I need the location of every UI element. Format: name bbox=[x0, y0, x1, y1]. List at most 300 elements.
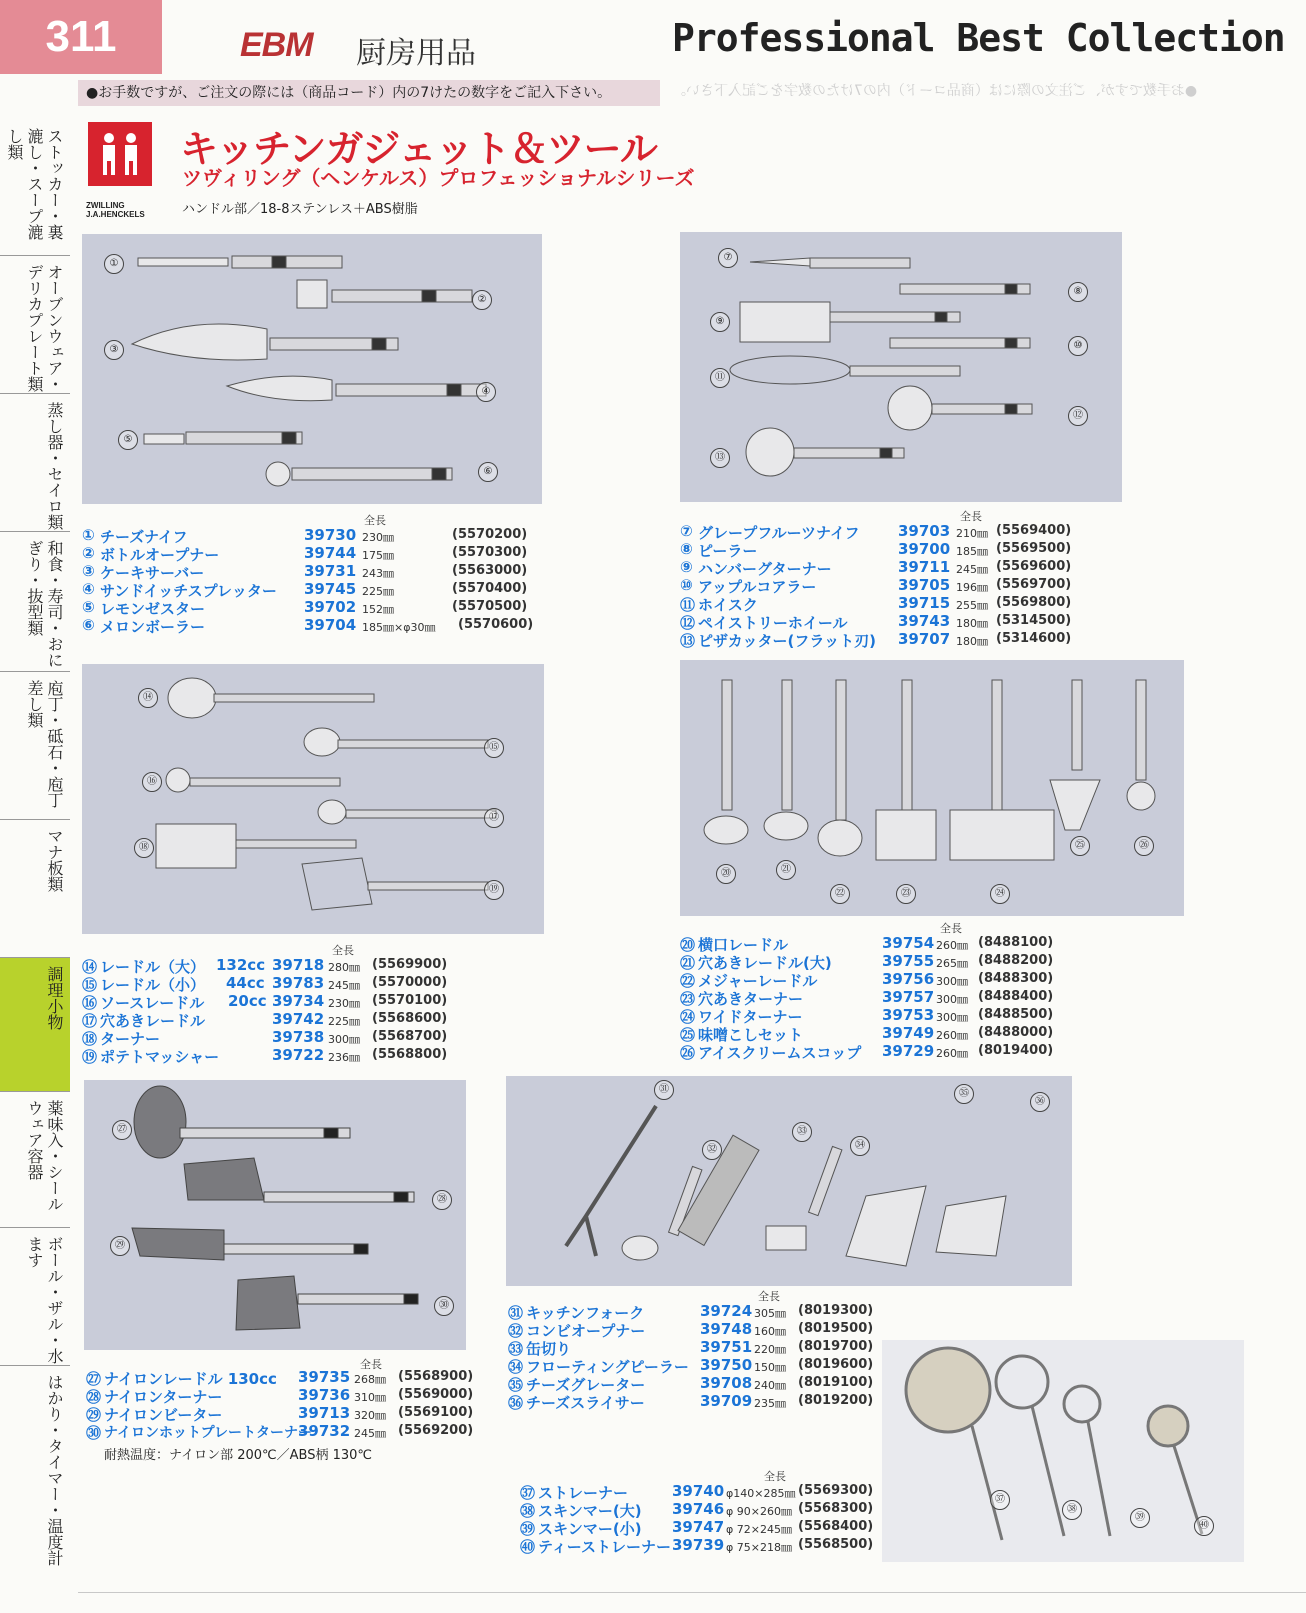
product-length: 196㎜ bbox=[956, 581, 988, 594]
product-code: (8019200) bbox=[798, 1393, 874, 1408]
product-name: ソースレードル bbox=[100, 994, 205, 1012]
product-name: 横口レードル bbox=[698, 936, 789, 954]
product-length: 225㎜ bbox=[328, 1015, 360, 1028]
footer-rule bbox=[78, 1592, 1306, 1593]
sidebar-tab-label: ストッカー・裏漉し・スープ漉し類 bbox=[5, 128, 64, 240]
product-row bbox=[680, 934, 1100, 952]
model-number: 39750 bbox=[700, 1356, 753, 1374]
product-row bbox=[680, 612, 1100, 630]
product-code: (5569200) bbox=[398, 1423, 474, 1438]
item-marker: ㉑ bbox=[776, 860, 796, 880]
item-marker: ⑳ bbox=[716, 864, 736, 884]
product-name: ⑳ bbox=[680, 936, 696, 954]
length-header: 全長 bbox=[364, 514, 386, 527]
product-length: 225㎜ bbox=[362, 585, 394, 598]
product-length: 220㎜ bbox=[754, 1343, 786, 1356]
sidebar-tab-scales[interactable] bbox=[0, 1366, 70, 1578]
page-number: 311 bbox=[0, 0, 162, 74]
length-header: 全長 bbox=[940, 922, 962, 935]
product-code: (5569100) bbox=[398, 1405, 474, 1420]
item-marker: ③ bbox=[104, 340, 124, 360]
product-code: (5569400) bbox=[996, 523, 1072, 538]
product-code: (8019400) bbox=[978, 1043, 1054, 1058]
product-length: 245㎜ bbox=[354, 1427, 386, 1440]
model-number: 39783 bbox=[272, 974, 325, 992]
product-code: (5569800) bbox=[996, 595, 1072, 610]
product-length: 185㎜ bbox=[956, 545, 988, 558]
product-row bbox=[82, 544, 542, 562]
product-name: ⑲ bbox=[82, 1048, 98, 1066]
model-number: 39744 bbox=[304, 544, 357, 562]
product-name: ③ bbox=[82, 562, 95, 580]
product-photo-7 bbox=[882, 1340, 1244, 1562]
product-row bbox=[680, 988, 1100, 1006]
item-marker: ⑬ bbox=[710, 448, 730, 468]
product-row bbox=[680, 522, 1100, 540]
product-name: ナイロンターナー bbox=[104, 1388, 223, 1406]
product-code: (5568700) bbox=[372, 1029, 448, 1044]
product-name: ⑨ bbox=[680, 558, 693, 576]
product-name: ⑪ bbox=[680, 596, 696, 614]
product-length: 245㎜ bbox=[328, 979, 360, 992]
product-code: (8019500) bbox=[798, 1321, 874, 1336]
product-name: 穴あきレードル bbox=[100, 1012, 206, 1030]
length-header: 全長 bbox=[758, 1290, 780, 1303]
product-photo-5 bbox=[84, 1080, 466, 1350]
product-photo-4 bbox=[680, 660, 1184, 916]
product-name: ストレーナー bbox=[538, 1484, 629, 1502]
model-number: 39743 bbox=[898, 612, 951, 630]
sidebar-tab-kitchen-tools[interactable] bbox=[0, 958, 70, 1092]
product-name: ピザカッター(フラット刃) bbox=[698, 632, 876, 650]
product-length: 300㎜ bbox=[936, 993, 968, 1006]
product-length: 175㎜ bbox=[362, 549, 394, 562]
product-code: (5570600) bbox=[458, 617, 534, 632]
product-code: (8019100) bbox=[798, 1375, 874, 1390]
model-number: 39746 bbox=[672, 1500, 725, 1518]
product-name: キッチンフォーク bbox=[526, 1304, 645, 1322]
order-notice-bleed: ●お手数ですが、ご注文の際には（商品コード）内の7けたの数字をご記入下さい。 bbox=[672, 83, 1198, 99]
item-marker: ㊴ bbox=[1130, 1508, 1150, 1528]
product-length: 180㎜ bbox=[956, 635, 988, 648]
product-length: 180㎜ bbox=[956, 617, 988, 630]
product-code: (5569900) bbox=[372, 957, 448, 972]
product-name: レモンゼスター bbox=[100, 600, 206, 618]
model-number: 39708 bbox=[700, 1374, 753, 1392]
product-length: 245㎜ bbox=[956, 563, 988, 576]
series-title: キッチンガジェット＆ツール bbox=[180, 127, 657, 171]
product-row bbox=[82, 956, 542, 974]
sidebar-tab-label: オーブンウェア・デリカプレート類 bbox=[25, 264, 64, 392]
product-row bbox=[86, 1368, 506, 1386]
product-row bbox=[508, 1392, 928, 1410]
model-number: 39700 bbox=[898, 540, 951, 558]
product-code: (5569000) bbox=[398, 1387, 474, 1402]
product-photo-6 bbox=[506, 1076, 1072, 1286]
product-code: (5570000) bbox=[372, 975, 448, 990]
product-length: 230㎜ bbox=[328, 997, 360, 1010]
sidebar-tab-condiment[interactable] bbox=[0, 1092, 70, 1228]
product-row bbox=[82, 974, 542, 992]
product-name: ㉖ bbox=[680, 1044, 696, 1062]
length-header: 全長 bbox=[960, 510, 982, 523]
product-name: グレープフルーツナイフ bbox=[698, 524, 860, 542]
product-name: ㊲ bbox=[520, 1484, 536, 1502]
model-number: 39722 bbox=[272, 1046, 325, 1064]
product-length: φ140×285㎜ bbox=[726, 1487, 796, 1500]
product-name: ハンバーグターナー bbox=[698, 560, 832, 578]
item-marker: ㊲ bbox=[990, 1490, 1010, 1510]
item-marker: ㉗ bbox=[112, 1120, 132, 1140]
model-number: 39751 bbox=[700, 1338, 753, 1356]
product-name: ㉔ bbox=[680, 1008, 696, 1026]
product-row bbox=[82, 992, 542, 1010]
product-list-4 bbox=[680, 934, 1100, 1060]
sidebar-tab-label: マナ板類 bbox=[45, 828, 64, 892]
product-row bbox=[86, 1386, 506, 1404]
product-length: 210㎜ bbox=[956, 527, 988, 540]
item-marker: ㉘ bbox=[432, 1190, 452, 1210]
product-code: (5569700) bbox=[996, 577, 1072, 592]
product-name: スキンマー(大) bbox=[538, 1502, 642, 1520]
product-name: ㉕ bbox=[680, 1026, 696, 1044]
model-number: 39755 bbox=[882, 952, 935, 970]
product-name: アイスクリームスコップ bbox=[698, 1044, 862, 1062]
product-name: ケーキサーバー bbox=[100, 564, 205, 582]
model-number: 39732 bbox=[298, 1422, 351, 1440]
product-name: ⑬ bbox=[680, 632, 696, 650]
sidebar-tab-label: 調理小物 bbox=[45, 966, 64, 1030]
model-number: 39703 bbox=[898, 522, 951, 540]
product-code: (5569300) bbox=[798, 1483, 874, 1498]
item-marker: ⑰ bbox=[484, 808, 504, 828]
product-name: ペイストリーホイール bbox=[698, 614, 848, 632]
product-length: 260㎜ bbox=[936, 1029, 968, 1042]
product-row bbox=[680, 558, 1100, 576]
series-subtitle: ツヴィリング（ヘンケルス）プロフェッショナルシリーズ bbox=[182, 166, 695, 190]
product-code: (5570100) bbox=[372, 993, 448, 1008]
model-number: 39704 bbox=[304, 616, 357, 634]
model-number: 39739 bbox=[672, 1536, 725, 1554]
product-code: (8488000) bbox=[978, 1025, 1054, 1040]
product-code: (5314600) bbox=[996, 631, 1072, 646]
product-name: ④ bbox=[82, 580, 95, 598]
model-number: 39757 bbox=[882, 988, 935, 1006]
product-row bbox=[82, 616, 542, 634]
product-row bbox=[82, 1028, 542, 1046]
product-name: ㉞ bbox=[508, 1358, 524, 1376]
product-length: 300㎜ bbox=[936, 975, 968, 988]
product-name: ホイスク bbox=[698, 596, 758, 614]
tools-illustration bbox=[506, 1076, 1072, 1286]
product-code: (8019600) bbox=[798, 1357, 874, 1372]
product-code: (5568400) bbox=[798, 1519, 874, 1534]
item-marker: ⑨ bbox=[710, 312, 730, 332]
product-row bbox=[680, 1042, 1100, 1060]
model-number: 39705 bbox=[898, 576, 951, 594]
product-length: 243㎜ bbox=[362, 567, 394, 580]
product-name: ワイドターナー bbox=[698, 1008, 803, 1026]
model-number: 39731 bbox=[304, 562, 357, 580]
product-name: ⑧ bbox=[680, 540, 693, 558]
item-marker: ㉞ bbox=[850, 1136, 870, 1156]
product-code: (5568500) bbox=[798, 1537, 874, 1552]
product-code: (5314500) bbox=[996, 613, 1072, 628]
product-length: 150㎜ bbox=[754, 1361, 786, 1374]
product-name: ㉚ bbox=[86, 1424, 102, 1442]
model-number: 39715 bbox=[898, 594, 951, 612]
sidebar-tab-stocker[interactable] bbox=[0, 120, 70, 256]
item-marker: ⑥ bbox=[478, 462, 498, 482]
product-row bbox=[82, 1046, 542, 1064]
product-list-6 bbox=[508, 1302, 928, 1410]
item-marker: ④ bbox=[476, 382, 496, 402]
item-marker: ㊳ bbox=[1062, 1500, 1082, 1520]
product-name: ㊴ bbox=[520, 1520, 536, 1538]
product-length: 268㎜ bbox=[354, 1373, 386, 1386]
product-name: スキンマー(小) bbox=[538, 1520, 642, 1538]
product-name: ⑥ bbox=[82, 616, 95, 634]
product-name: ㊵ bbox=[520, 1538, 536, 1556]
capacity: 44cc bbox=[226, 974, 265, 992]
model-number: 39748 bbox=[700, 1320, 753, 1338]
item-marker: ⑩ bbox=[1068, 336, 1088, 356]
product-row bbox=[82, 562, 542, 580]
product-name: ㊱ bbox=[508, 1394, 524, 1412]
item-marker: ㉕ bbox=[1070, 836, 1090, 856]
product-name: 穴あきレードル(大) bbox=[698, 954, 832, 972]
product-name: ㉝ bbox=[508, 1340, 524, 1358]
product-row bbox=[82, 580, 542, 598]
sidebar-tab-label: ボール・ザル・水ます bbox=[25, 1236, 64, 1364]
product-code: (5569600) bbox=[996, 559, 1072, 574]
tools-illustration bbox=[84, 1080, 466, 1350]
item-marker: ㉔ bbox=[990, 884, 1010, 904]
item-marker: ⑯ bbox=[142, 772, 162, 792]
product-name: レードル（大） bbox=[100, 958, 206, 976]
product-name: ターナー bbox=[100, 1030, 161, 1048]
item-marker: ① bbox=[104, 254, 124, 274]
capacity: 132cc bbox=[216, 956, 266, 974]
twin-figures-icon bbox=[94, 131, 146, 177]
model-number: 39709 bbox=[700, 1392, 753, 1410]
model-number: 39742 bbox=[272, 1010, 325, 1028]
sidebar-tab-cutting-board[interactable] bbox=[0, 820, 70, 958]
product-length: 320㎜ bbox=[354, 1409, 386, 1422]
product-code: (8488500) bbox=[978, 1007, 1054, 1022]
model-number: 39736 bbox=[298, 1386, 351, 1404]
sidebar-tab-label: 和食・寿司・おにぎり・抜型類 bbox=[25, 540, 64, 668]
product-code: (5563000) bbox=[452, 563, 528, 578]
product-row bbox=[680, 630, 1100, 648]
product-name: 穴あきターナー bbox=[698, 990, 804, 1008]
product-row bbox=[680, 952, 1100, 970]
product-length: φ 90×260㎜ bbox=[726, 1505, 792, 1518]
product-name: ⑱ bbox=[82, 1030, 98, 1048]
product-code: (5570300) bbox=[452, 545, 528, 560]
product-name: ⑯ bbox=[82, 994, 98, 1012]
product-name: ピーラー bbox=[698, 542, 758, 560]
series-material: ハンドル部／18-8ステンレス＋ABS樹脂 bbox=[182, 202, 418, 217]
product-length: 240㎜ bbox=[754, 1379, 786, 1392]
product-code: (8019700) bbox=[798, 1339, 874, 1354]
model-number: 39702 bbox=[304, 598, 357, 616]
product-name: ㉜ bbox=[508, 1322, 524, 1340]
model-number: 39707 bbox=[898, 630, 951, 648]
model-number: 39749 bbox=[882, 1024, 935, 1042]
product-name: コンビオープナー bbox=[526, 1322, 646, 1340]
product-name: ナイロンビーター bbox=[104, 1406, 223, 1424]
sidebar-tab-knives[interactable] bbox=[0, 672, 70, 820]
collection-title: Professional Best Collection bbox=[672, 16, 1285, 60]
item-marker: ⑧ bbox=[1068, 282, 1088, 302]
product-name: ㉟ bbox=[508, 1376, 524, 1394]
model-number: 39713 bbox=[298, 1404, 351, 1422]
product-code: (8488100) bbox=[978, 935, 1054, 950]
product-length: 152㎜ bbox=[362, 603, 394, 616]
product-code: (5568600) bbox=[372, 1011, 448, 1026]
product-name: ㉑ bbox=[680, 954, 696, 972]
model-number: 39730 bbox=[304, 526, 357, 544]
sidebar-tab-label: 蒸し器・セイロ類 bbox=[45, 402, 64, 530]
product-name: ㉛ bbox=[508, 1304, 524, 1322]
item-marker: ⑱ bbox=[134, 838, 154, 858]
product-name: 味噌こしセット bbox=[698, 1026, 804, 1044]
model-number: 39734 bbox=[272, 992, 325, 1010]
product-code: (8019300) bbox=[798, 1303, 874, 1318]
product-length: 255㎜ bbox=[956, 599, 988, 612]
product-list-5 bbox=[86, 1368, 506, 1440]
sidebar-tab-label: 庖丁・砥石・庖丁差し類 bbox=[25, 680, 64, 808]
product-row bbox=[86, 1404, 506, 1422]
sidebar-tab-steamer[interactable] bbox=[0, 394, 70, 532]
product-row bbox=[680, 540, 1100, 558]
product-name: ⑰ bbox=[82, 1012, 98, 1030]
tools-illustration bbox=[680, 660, 1184, 916]
item-marker: ㉙ bbox=[110, 1236, 130, 1256]
item-marker: ㉖ bbox=[1134, 836, 1154, 856]
product-code: (5568900) bbox=[398, 1369, 474, 1384]
product-row bbox=[520, 1536, 880, 1554]
product-list-2 bbox=[680, 522, 1100, 648]
product-name: ティーストレーナー bbox=[538, 1538, 672, 1556]
product-name: チーズグレーター bbox=[526, 1376, 646, 1394]
sidebar-tab-label: 薬味入・シールウェア容器 bbox=[25, 1100, 64, 1212]
model-number: 39718 bbox=[272, 956, 325, 974]
product-photo-1 bbox=[82, 234, 542, 504]
item-marker: ㉚ bbox=[434, 1296, 454, 1316]
product-name: ⑦ bbox=[680, 522, 693, 540]
product-code: (8488400) bbox=[978, 989, 1054, 1004]
item-marker: ⑮ bbox=[484, 738, 504, 758]
product-row bbox=[508, 1374, 928, 1392]
product-name: 缶切り bbox=[526, 1340, 572, 1358]
product-length: 305㎜ bbox=[754, 1307, 786, 1320]
product-list-7 bbox=[520, 1482, 880, 1554]
product-code: (5569500) bbox=[996, 541, 1072, 556]
product-length: 260㎜ bbox=[936, 939, 968, 952]
product-row bbox=[680, 1006, 1100, 1024]
product-code: (5568800) bbox=[372, 1047, 448, 1062]
capacity: 20cc bbox=[228, 992, 267, 1010]
product-row bbox=[680, 1024, 1100, 1042]
item-marker: ⑪ bbox=[710, 368, 730, 388]
item-marker: ㉒ bbox=[830, 884, 850, 904]
model-number: 39754 bbox=[882, 934, 935, 952]
product-list-3 bbox=[82, 956, 542, 1064]
product-length: 265㎜ bbox=[936, 957, 968, 970]
product-photo-2 bbox=[680, 232, 1122, 502]
sidebar-tab-bowls[interactable] bbox=[0, 1228, 70, 1366]
model-number: 39756 bbox=[882, 970, 935, 988]
model-number: 39747 bbox=[672, 1518, 725, 1536]
item-marker: ㉝ bbox=[792, 1122, 812, 1142]
product-row bbox=[520, 1482, 880, 1500]
item-marker: ㉓ bbox=[896, 884, 916, 904]
product-row bbox=[680, 970, 1100, 988]
product-name: フローティングピーラー bbox=[526, 1358, 689, 1376]
sidebar-tab-label: はかり・タイマー・温度計 bbox=[45, 1374, 64, 1566]
product-row bbox=[82, 526, 542, 544]
product-length: 160㎜ bbox=[754, 1325, 786, 1338]
item-marker: ㊵ bbox=[1194, 1516, 1214, 1536]
product-name: レードル（小） bbox=[100, 976, 206, 994]
header-category: 厨房用品 bbox=[356, 36, 476, 71]
product-name: チーズナイフ bbox=[100, 528, 188, 546]
sidebar-tab-ovenware[interactable] bbox=[0, 256, 70, 394]
product-code: (8488200) bbox=[978, 953, 1054, 968]
product-row bbox=[508, 1356, 928, 1374]
product-name: ㉙ bbox=[86, 1406, 102, 1424]
product-name: ㉘ bbox=[86, 1388, 102, 1406]
product-row bbox=[508, 1320, 928, 1338]
product-name: ⑮ bbox=[82, 976, 98, 994]
item-marker: ⑤ bbox=[118, 430, 138, 450]
model-number: 39724 bbox=[700, 1302, 753, 1320]
item-marker: ② bbox=[472, 290, 492, 310]
category-sidebar bbox=[0, 120, 70, 1578]
product-name: メロンボーラー bbox=[100, 618, 206, 636]
product-code: (5568300) bbox=[798, 1501, 874, 1516]
product-name: チーズスライサー bbox=[526, 1394, 645, 1412]
product-name: ⑭ bbox=[82, 958, 98, 976]
product-code: (5570500) bbox=[452, 599, 528, 614]
product-length: 260㎜ bbox=[936, 1047, 968, 1060]
product-name: ㊳ bbox=[520, 1502, 536, 1520]
product-row bbox=[508, 1338, 928, 1356]
item-marker: ⑭ bbox=[138, 688, 158, 708]
product-code: (5570400) bbox=[452, 581, 528, 596]
model-number: 39729 bbox=[882, 1042, 935, 1060]
product-name: ② bbox=[82, 544, 95, 562]
sidebar-tab-japanese[interactable] bbox=[0, 532, 70, 672]
product-length: φ 75×218㎜ bbox=[726, 1541, 792, 1554]
product-photo-3 bbox=[82, 664, 544, 934]
zwilling-logo-text: ZWILLING J.A.HENCKELS bbox=[86, 201, 145, 219]
product-name: ナイロンレードル 130cc bbox=[104, 1370, 277, 1388]
model-number: 39738 bbox=[272, 1028, 325, 1046]
product-name: ⑤ bbox=[82, 598, 95, 616]
item-marker: ㉛ bbox=[654, 1080, 674, 1100]
model-number: 39753 bbox=[882, 1006, 935, 1024]
tools-illustration bbox=[882, 1340, 1244, 1562]
product-name: ナイロンホットプレートターナー bbox=[104, 1425, 313, 1441]
product-name: ボトルオープナー bbox=[100, 546, 220, 564]
product-name: ⑩ bbox=[680, 576, 693, 594]
item-marker: ㉜ bbox=[702, 1140, 722, 1160]
zwilling-logo bbox=[88, 122, 152, 186]
product-length: 236㎜ bbox=[328, 1051, 360, 1064]
